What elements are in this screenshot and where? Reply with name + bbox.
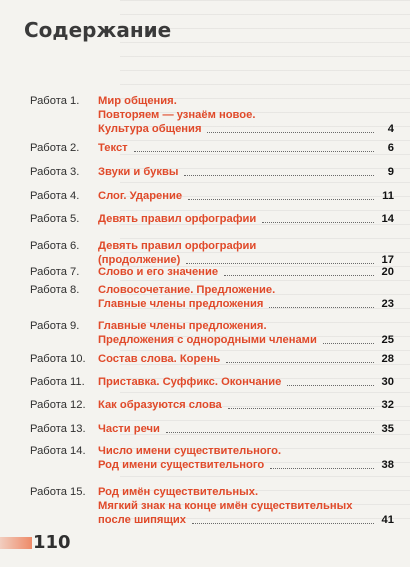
page-ref: 20: [381, 266, 394, 278]
chapter-title-line: Как образуются слова: [98, 399, 222, 411]
leader-dots: [228, 408, 374, 409]
leader-dots: [166, 432, 374, 433]
leader-dots: [323, 343, 374, 344]
chapter-title-line: Звуки и буквы: [98, 166, 179, 178]
work-label: Работа 4.: [30, 190, 80, 202]
page-ref: 30: [381, 376, 394, 388]
chapter-title-line: Род имён существительных.: [98, 486, 259, 498]
chapter-title-line: Состав слова. Корень: [98, 353, 221, 365]
chapter-title: [98, 94, 394, 136]
chapter-title-line: Слог. Ударение: [98, 190, 183, 202]
page-ref: 4: [387, 123, 394, 135]
page-ref: 11: [382, 190, 394, 202]
leader-dots: [186, 263, 374, 264]
chapter-title: [98, 212, 394, 226]
chapter-title: [98, 239, 394, 267]
chapter-title-line: Девять правил орфографии: [98, 240, 257, 252]
page-ref: 28: [381, 353, 394, 365]
page-ref: 23: [381, 298, 394, 310]
leader-dots: [269, 307, 374, 308]
work-label: Работа 8.: [30, 284, 80, 296]
chapter-title-line: (продолжение): [98, 254, 181, 266]
chapter-title: [98, 352, 394, 366]
chapter-title-line: Главные члены предложения.: [98, 320, 267, 332]
page-ref: 41: [381, 514, 394, 526]
work-label: Работа 7.: [30, 266, 80, 278]
page-ref: 25: [381, 334, 394, 346]
work-label: Работа 13.: [30, 423, 86, 435]
page-ref: 38: [381, 459, 394, 471]
chapter-title-line: Части речи: [98, 423, 160, 435]
chapter-title: [98, 485, 394, 527]
chapter-title: [98, 398, 394, 412]
chapter-title: [98, 283, 394, 311]
work-label: Работа 14.: [30, 445, 86, 457]
chapter-title: [98, 141, 394, 155]
page-title: Содержание: [24, 18, 172, 42]
leader-dots: [184, 175, 374, 176]
page-number: 110: [33, 532, 71, 553]
chapter-title-line: Текст: [98, 142, 128, 154]
page-ref: 6: [387, 142, 394, 154]
leader-dots: [270, 468, 374, 469]
chapter-title-line: Число имени существительного.: [98, 445, 282, 457]
work-label: Работа 5.: [30, 213, 80, 225]
work-label: Работа 3.: [30, 166, 80, 178]
chapter-title: [98, 189, 394, 203]
page-ref: 17: [381, 254, 394, 266]
leader-dots: [224, 275, 374, 276]
work-label: Работа 12.: [30, 399, 86, 411]
chapter-title-line: Род имени существительного: [98, 459, 265, 471]
chapter-title-line: Девять правил орфографии: [98, 213, 257, 225]
chapter-title: [98, 319, 394, 347]
work-label: Работа 1.: [30, 95, 80, 107]
chapter-title-line: Предложения с однородными членами: [98, 334, 317, 346]
chapter-title-line: Мягкий знак на конце имён существительных: [98, 500, 353, 512]
chapter-title-line: Повторяем — узнаём новое.: [98, 109, 256, 121]
leader-dots: [188, 199, 374, 200]
chapter-title: [98, 165, 394, 179]
chapter-title-line: Словосочетание. Предложение.: [98, 284, 276, 296]
leader-dots: [207, 132, 374, 133]
work-label: Работа 15.: [30, 486, 86, 498]
chapter-title: [98, 444, 394, 472]
page-ref: 14: [381, 213, 394, 225]
chapter-title: [98, 265, 394, 279]
chapter-title: [98, 422, 394, 436]
leader-dots: [134, 151, 374, 152]
leader-dots: [226, 362, 374, 363]
chapter-title-line: Культура общения: [98, 123, 202, 135]
leader-dots: [287, 385, 374, 386]
page-ref: 9: [387, 166, 394, 178]
chapter-title-line: Мир общения.: [98, 95, 177, 107]
page-ref: 32: [381, 399, 394, 411]
chapter-title-line: Главные члены предложения: [98, 298, 264, 310]
chapter-title: [98, 375, 394, 389]
leader-dots: [262, 222, 374, 223]
work-label: Работа 11.: [30, 376, 85, 388]
work-label: Работа 10.: [30, 353, 86, 365]
chapter-title-line: Слово и его значение: [98, 266, 219, 278]
page-header: [0, 0, 410, 50]
chapter-title-line: Приставка. Суффикс. Окончание: [98, 376, 282, 388]
chapter-title-line: после шипящих: [98, 514, 186, 526]
work-label: Работа 6.: [30, 240, 80, 252]
page-number-accent-bar: [0, 537, 32, 549]
page-ref: 35: [381, 423, 394, 435]
work-label: Работа 2.: [30, 142, 80, 154]
leader-dots: [192, 523, 374, 524]
work-label: Работа 9.: [30, 320, 80, 332]
